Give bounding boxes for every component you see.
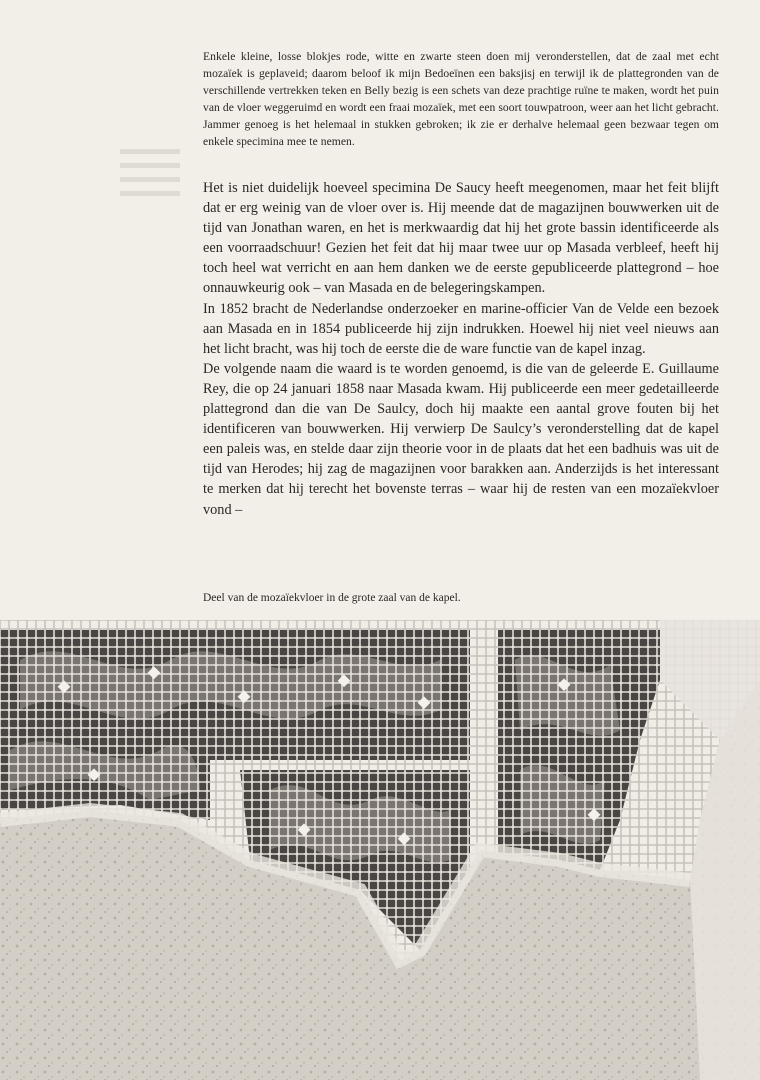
mosaic-photo — [0, 620, 760, 1080]
body-text — [203, 178, 719, 520]
photo-caption: Deel van de mozaïekvloer in de grote zaal van de kapel. — [203, 592, 461, 604]
paragraph: De volgende naam die waard is te worden genoemd, is die van de geleerde E. Guillaume Rey, die op 24 januari 1858 naar Masada kwam. Hij publiceerde een meer gedetailleerde plattegrond dan die van De Saulcy, doch hij maakte een aantal grove fouten bij het identificeren van bouwwerken. Hij verwierp De Saulcy’s veronderstelling dat de kapel een paleis was, en stelde daar zijn theorie voor in de plaats dat het een badhuis was uit de tijd van Herodes; hij zag de magazijnen voor barakken aan. Anderzijds is het interessant te merken dat hij terecht het bovenste terras – waar hij de resten van een mozaïekvloer vond – — [203, 360, 719, 518]
paragraph: Het is niet duidelijk hoeveel specimina De Saucy heeft meegenomen, maar het feit blijft dat er erg weinig van de vloer over is. Hij meende dat de magazijnen bouwwerken uit de tijd van Jonathan waren, en het is merkwaardig dat hij het grote bassin identificeerde als een voorraadschuur! Gezien het feit dat hij maar twee uur op Masada verbleef, heeft hij toch heel wat verricht en aan hem danken we de eerste gepubliceerde plattegrond – hoe onnauwkeurig ook – van Masada en de belegeringskampen. — [203, 180, 719, 297]
quoted-passage: Enkele kleine, losse blokjes rode, witte en zwarte steen doen mij veronderstellen, dat de zaal met echt mozaïek is geplaveid; daarom beloof ik mijn Bedoeïnen een baksjisj en terwijl ik de plattegronden van de verschillende vertrekken teken en Belly bezig is een schets van deze prachtige ruïne te maken, wordt het puin van de vloer weggeruimd en wordt een fraai mozaïek, met een soort touwpatroon, weer aan het licht gebracht. Jammer genoeg is het helemaal in stukken gebroken; ik zie er derhalve helemaal geen bezwaar tegen om enkele specimina mee te nemen. — [203, 50, 719, 149]
mosaic-floor-image — [0, 620, 760, 1080]
show-through-text — [0, 140, 170, 230]
paragraph: In 1852 bracht de Nederlandse onderzoeker en marine-officier Van de Velde een bezoek aan Masada en in 1854 publiceerde hij zijn indrukken. Hoewel hij niet veel nieuws aan het licht bracht, was hij toch de eerste die de ware functie van de kapel inzag. — [203, 300, 719, 357]
